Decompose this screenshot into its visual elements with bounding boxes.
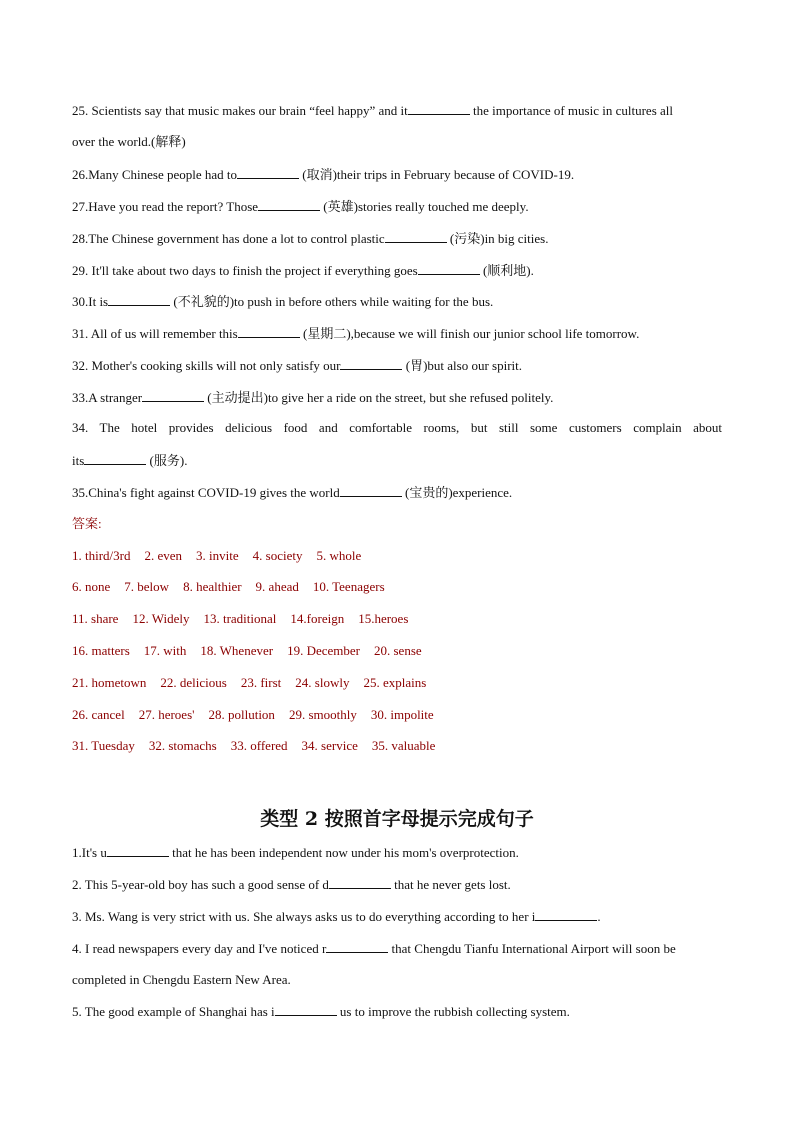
question-text: 28.The Chinese government has done a lot to control plastic [72, 231, 385, 246]
answers-row [72, 642, 722, 660]
answer-blank [238, 324, 300, 338]
answer-item: 2. even [144, 548, 183, 563]
question-27 [72, 197, 722, 216]
section-2-question-1 [72, 843, 722, 862]
answer-item: 14.foreign [290, 611, 345, 626]
question-35 [72, 483, 722, 502]
question-text: the importance of music in cultures all [469, 103, 673, 118]
answer-item: 19. December [287, 643, 360, 658]
question-text: that Chengdu Tianfu International Airport will soon be [388, 941, 676, 956]
answer-item: 29. smoothly [288, 707, 357, 722]
answer-blank [418, 261, 480, 275]
answer-item: 10. Teenagers [312, 579, 385, 594]
answer-item: 20. sense [374, 643, 422, 658]
answer-item: 1. third/3rd [72, 548, 131, 563]
answer-item: 26. cancel [72, 707, 125, 722]
question-text: 35.China's fight against COVID-19 gives the world [72, 485, 340, 500]
answer-blank [237, 165, 299, 179]
answer-blank [535, 907, 597, 921]
section-2-question-4-line-2: completed in Chengdu Eastern New Area. [72, 972, 291, 987]
question-text: 25. Scientists say that music makes our brain “feel happy” and it [72, 103, 408, 118]
answer-item: 3. invite [196, 548, 239, 563]
answer-blank [84, 451, 146, 465]
answer-item: 34. service [301, 738, 358, 753]
question-text: (取消)their trips in February because of COVID-19. [299, 167, 575, 182]
answer-item: 9. ahead [255, 579, 299, 594]
question-text: 26.Many Chinese people had to [72, 167, 237, 182]
answer-item: 27. heroes' [138, 707, 195, 722]
question-text: (污染)in big cities. [446, 231, 549, 246]
question-text: 32. Mother's cooking skills will not only satisfy our [72, 358, 341, 373]
question-text: us to improve the rubbish collecting system. [336, 1004, 570, 1019]
answer-item: 35. valuable [371, 738, 436, 753]
answer-item: 31. Tuesday [72, 738, 135, 753]
question-text: (星期二),because we will finish our junior school life tomorrow. [299, 326, 640, 341]
answer-blank [142, 388, 204, 402]
question-31 [72, 324, 722, 343]
section-2-title: 类型 2 按照首字母提示完成句子 [260, 808, 534, 830]
question-text: . [597, 909, 601, 924]
question-text: that he has been independent now under his mom's overprotection. [168, 845, 519, 860]
question-text: (英雄)stories really touched me deeply. [320, 199, 529, 214]
section-2-question-4-line-1 [72, 939, 722, 958]
answer-item: 4. society [252, 548, 303, 563]
question-text: 5. The good example of Shanghai has i [72, 1004, 275, 1019]
answer-blank [385, 229, 447, 243]
question-text: 3. Ms. Wang is very strict with us. She always asks us to do everything according to her i [72, 909, 536, 924]
question-text: 4. I read newspapers every day and I've noticed r [72, 941, 327, 956]
question-text: (主动提出)to give her a ride on the street, but she refused politely. [204, 390, 554, 405]
question-25-line-2: over the world.(解释) [72, 134, 186, 149]
answer-item: 24. slowly [295, 675, 350, 690]
answer-item: 6. none [72, 579, 111, 594]
question-text: (不礼貌的)to push in before others while waiting for the bus. [170, 294, 494, 309]
question-34-line-1: 34. The hotel provides delicious food and comfortable rooms, but still some customers complain about [72, 420, 722, 435]
answer-blank [107, 843, 169, 857]
question-33 [72, 388, 722, 407]
question-30 [72, 292, 722, 311]
answer-item: 18. Whenever [200, 643, 274, 658]
answer-item: 13. traditional [203, 611, 277, 626]
answer-item: 11. share [72, 611, 119, 626]
question-29 [72, 261, 722, 280]
answer-item: 33. offered [230, 738, 288, 753]
answer-item: 5. whole [316, 548, 362, 563]
question-text: 33.A stranger [72, 390, 143, 405]
answers-row [72, 706, 722, 724]
answers-row [72, 547, 722, 565]
answer-blank [275, 1002, 337, 1016]
answer-item: 32. stomachs [148, 738, 217, 753]
answer-item: 28. pollution [208, 707, 275, 722]
section-2-question-2 [72, 875, 722, 894]
question-text: 29. It'll take about two days to finish the project if everything goes [72, 263, 418, 278]
answer-item: 22. delicious [160, 675, 227, 690]
question-25-line-1 [72, 101, 722, 120]
answers-row [72, 674, 722, 692]
answers-row [72, 578, 722, 596]
question-text: (服务). [146, 453, 188, 468]
answers-label: 答案: [72, 516, 102, 531]
answer-item: 15.heroes [358, 611, 409, 626]
section-2-question-3 [72, 907, 722, 926]
question-text: 1.It's u [72, 845, 107, 860]
answer-item: 25. explains [363, 675, 427, 690]
question-text: that he never gets lost. [390, 877, 511, 892]
answer-item: 21. hometown [72, 675, 147, 690]
answer-item: 8. healthier [183, 579, 242, 594]
question-28 [72, 229, 722, 248]
question-text: 30.It is [72, 294, 109, 309]
question-text: 27.Have you read the report? Those [72, 199, 259, 214]
answer-item: 7. below [124, 579, 170, 594]
question-26 [72, 165, 722, 184]
answer-blank [326, 939, 388, 953]
question-text: its [72, 453, 85, 468]
question-text: (胃)but also our spirit. [402, 358, 522, 373]
answer-blank [340, 356, 402, 370]
question-text: 31. All of us will remember this [72, 326, 238, 341]
question-34-line-2 [72, 451, 722, 470]
question-text: (宝贵的)experience. [401, 485, 513, 500]
section-2-question-5 [72, 1002, 722, 1021]
answer-blank [408, 101, 470, 115]
answer-item: 16. matters [72, 643, 130, 658]
question-text: 2. This 5-year-old boy has such a good sense of d [72, 877, 329, 892]
answers-row [72, 610, 722, 628]
answer-blank [340, 483, 402, 497]
answer-blank [108, 292, 170, 306]
answer-blank [258, 197, 320, 211]
question-32 [72, 356, 722, 375]
question-text: (顺利地). [479, 263, 534, 278]
answer-item: 30. impolite [370, 707, 434, 722]
answers-row [72, 737, 722, 755]
answer-blank [329, 875, 391, 889]
answer-item: 12. Widely [132, 611, 190, 626]
answer-item: 23. first [240, 675, 282, 690]
answer-item: 17. with [143, 643, 187, 658]
